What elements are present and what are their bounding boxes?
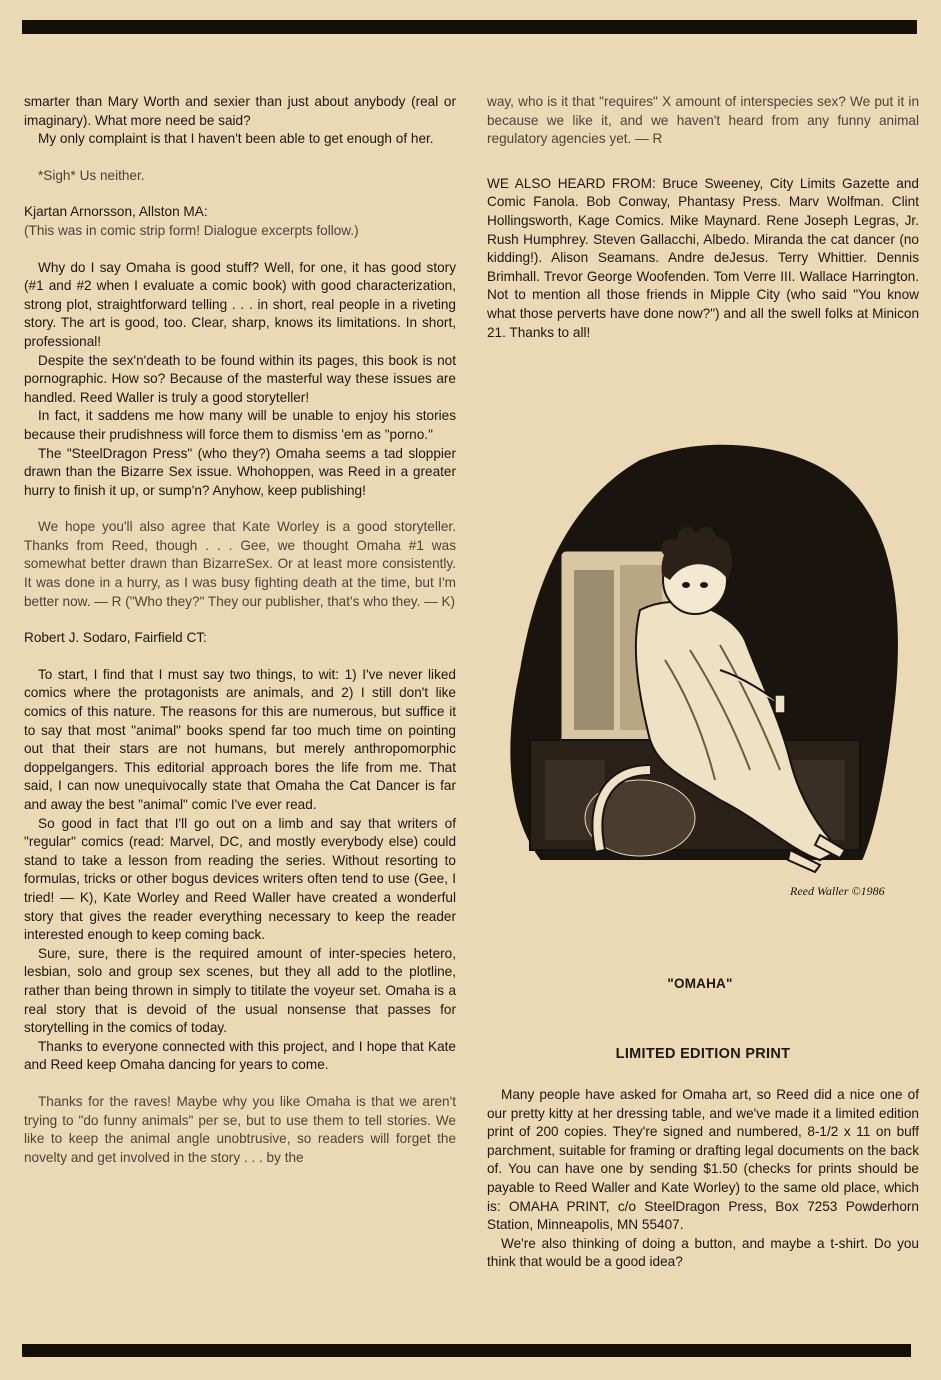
letter-paragraph: My only complaint is that I haven't been able to get enough of her. bbox=[38, 131, 434, 147]
letter-paragraph: smarter than Mary Worth and sexier than just about anybody (real or imaginary). What more need be said? bbox=[24, 94, 456, 128]
print-paragraph: Many people have asked for Omaha art, so Reed did a nice one of our pretty kitty at her dressing table, and we've made it a limited edition print of 200 copies. They're signed and numbered, 8-1/2 x 11 on buff parchment, suitable for framing or drafting legal documents on the back of. You can have one by sending $1.50 (checks for prints should be payable to Reed Waller and Kate Worley) to the same old place, which is: OMAHA PRINT, c/o SteelDragon Press, Box 7253 Powderhorn Station, Minneapolis, MN 55407. bbox=[487, 1087, 919, 1233]
print-paragraph: We're also thinking of doing a button, and maybe a t-shirt. Do you think that would be a good idea? bbox=[487, 1235, 919, 1270]
letter-paragraph: In fact, it saddens me how many will be unable to enjoy his stories because their prudishness will force them to dismiss 'em as "porno." bbox=[24, 408, 456, 442]
right-column bbox=[487, 93, 919, 342]
editor-response: We hope you'll also agree that Kate Worley is a good storyteller. Thanks from Reed, though . . . Gee, we thought Omaha #1 was somewhat better drawn than BizarreSex. Or at least more consistently. It was done in a hurry, as I was busy fighting death at the time, but I'm better now. — R ("Who they?" They our publisher, that's who they. — K) bbox=[24, 519, 456, 609]
letter-author: Robert J. Sodaro, Fairfield CT: bbox=[24, 630, 207, 646]
editor-response: Thanks for the raves! Maybe why you like Omaha is that we aren't trying to "do funny animals" per se, but to use them to tell stories. We like to keep the animal angle unobtrusive, so readers will forget the novelty and get involved in the story . . . by the bbox=[24, 1093, 456, 1165]
illustration-caption: "OMAHA" bbox=[667, 976, 733, 991]
print-section bbox=[487, 1086, 919, 1272]
letter-paragraph: Despite the sex'n'death to be found within its pages, this book is not pornographic. How so? Because of the masterful way these issues are handled. Reed Waller is truly a good storyteller! bbox=[24, 352, 456, 405]
letter-paragraph: Why do I say Omaha is good stuff? Well, for one, it has good story (#1 and #2 when I evaluate a comic book) with good characterization, strong plot, straightforward telling . . . in short, real people in a riveting story. The art is good, too. Clear, sharp, knows its limitations. In short, professional! bbox=[24, 259, 456, 349]
omaha-illustration bbox=[490, 440, 910, 910]
letter-paragraph: To start, I find that I must say two things, to wit: 1) I've never liked comics where the protagonists are animals, and 2) I still don't like comics of this nature. The reasons for this are numerous, but suffice it to say that most "animal" books spend far too much time on pointing out that their stars are not humans, but merely anthropomorphic doppelgangers. This editorial approach bores the life from me. That said, I can now unequivocally state that Omaha the Cat Dancer is far and away the best "animal" comic I've ever read. bbox=[24, 666, 456, 812]
editor-note: (This was in comic strip form! Dialogue excerpts follow.) bbox=[24, 222, 359, 238]
editor-response: *Sigh* Us neither. bbox=[38, 167, 145, 183]
letter-author: Kjartan Arnorsson, Allston MA: bbox=[24, 204, 208, 220]
letter-paragraph: Thanks to everyone connected with this project, and I hope that Kate and Reed keep Omaha dancing for years to come. bbox=[24, 1038, 456, 1073]
letter-paragraph: Sure, sure, there is the required amount of inter-species hetero, lesbian, solo and group sex scenes, but they all add to the plotline, rather than being thrown in simply to titilate the voyeur set. Omaha is a real story that is devoid of the usual nonsense that passes for storytelling in the comics of today. bbox=[24, 945, 456, 1036]
top-rule bbox=[22, 20, 917, 34]
bottom-rule bbox=[22, 1344, 911, 1357]
editor-response: way, who is it that "requires" X amount of interspecies sex? We put it in because we like it, and we haven't heard from any funny animal regulatory agencies yet. — R bbox=[487, 94, 919, 147]
svg-text:Reed Waller ©1986: Reed Waller ©1986 bbox=[790, 884, 885, 898]
also-heard-from: WE ALSO HEARD FROM: Bruce Sweeney, City Limits Gazette and Comic Fanola. Bob Conway, Phantasy Press. Marv Wolfman. Clint Hollingsworth, Kage Comics. Mike Maynard. Rene Joseph Legras, Jr. Rush Humphrey. Steven Gallacchi, Albedo. Miranda the cat dancer (no kidding!). Alison Seamans. Andre deJesus. Terry Whittier. Dennis Brimhall. Trevor George Woofenden. Tom Verre III. Wallace Harrington. Not to mention all those friends in Mipple City (who said "You know what those perverts have done now?") and all the swell folks at Minicon 21. Thanks to all! bbox=[487, 175, 919, 340]
left-column bbox=[24, 93, 456, 1167]
letter-paragraph: So good in fact that I'll go out on a limb and say that writers of "regular" comics (read: Marvel, DC, and mostly everybody else) could stand to take a lesson from reading the series. Without resorting to formulas, tricks or other bogus devices writers often tend to use (Gee, I tried! — K), Kate Worley and Reed Waller have created a wonderful story that gives the reader everything necessary to keep the reader interested enough to keep coming back. bbox=[24, 815, 456, 943]
letter-paragraph: The "SteelDragon Press" (who they?) Omaha seems a tad sloppier drawn than the Bizarre Sex issue. Whohoppen, was Reed in a greater hurry to finish it up, or sump'n? Anyhow, keep publishing! bbox=[24, 445, 456, 498]
print-title: LIMITED EDITION PRINT bbox=[615, 1046, 791, 1062]
